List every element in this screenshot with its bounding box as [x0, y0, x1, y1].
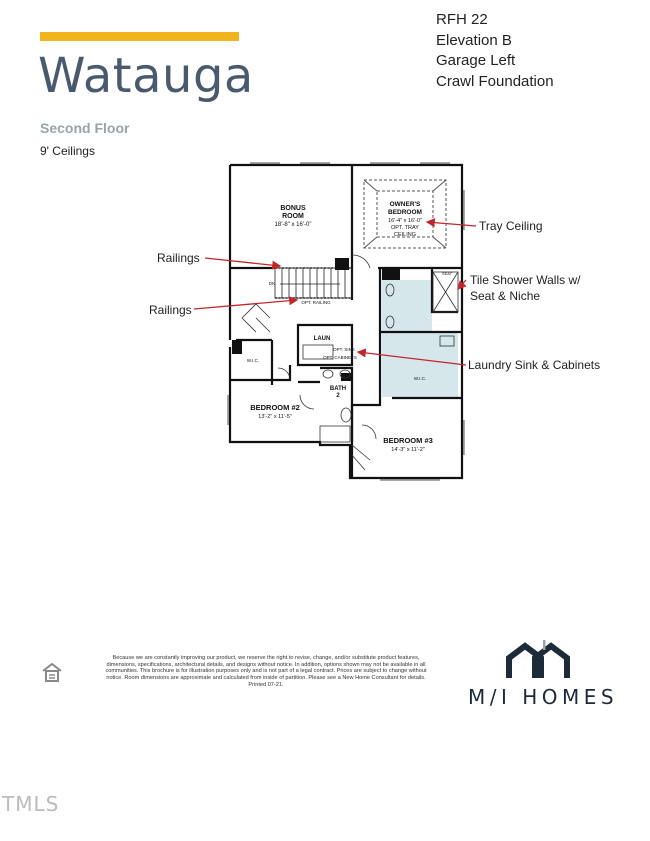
tray-ceiling-callout: Tray Ceiling — [479, 219, 543, 233]
bedroom3-dims: 14'-3" x 11'-2" — [391, 447, 425, 453]
bonus-room-label: BONUS — [280, 205, 306, 212]
spec-item: RFH 22 — [436, 11, 488, 28]
bedroom2-label: BEDROOM #2 — [250, 403, 300, 412]
floor-label: Second Floor — [40, 120, 130, 136]
wic-label: W.I.C. — [246, 358, 260, 363]
stair-dn-label: DN — [268, 281, 276, 286]
laundry-callout: Laundry Sink & Cabinets — [468, 358, 601, 372]
spec-item: Elevation B — [436, 31, 512, 49]
tile-shower-callout — [470, 273, 580, 303]
tile-shower-line1: Tile Shower Walls w/ — [470, 273, 581, 287]
bath2-number: 2 — [336, 393, 340, 399]
opt-cabinets-label: OPT. CABINETS — [323, 355, 357, 360]
brand-name: M/I HOMES — [468, 685, 619, 709]
owner-wic-label: W.I.C. — [413, 376, 427, 381]
owners-bedroom-label2: BEDROOM — [388, 209, 422, 216]
bonus-room-dims: 18'-8" x 16'-0" — [274, 222, 312, 228]
opt-sink-label: OPT. SINK — [333, 347, 355, 352]
railings-callout-top: Railings — [157, 251, 200, 265]
stair — [275, 268, 352, 298]
owners-opt-ceiling: CEILING — [393, 232, 417, 238]
bonus-room-label2: ROOM — [282, 213, 304, 220]
legal-disclaimer: Because we are constantly improving our product, we reserve the right to revise, change, and/or substitute product features, dimensions, specifications, architectural details, and designs without notice. In addition, options shown may not be available in all communities. This brochure is for illustration purposes only and is not part of a legal contract. Prices are subject to change without notice. Room dimensions are approximate and calculated from inside of partition. Please see a New Home Consultant for details. Printed 07-21. — [105, 655, 427, 688]
opt-railing-label: OPT. RAILING — [301, 300, 331, 305]
wic-shading — [382, 332, 458, 397]
watermark: TMLS — [2, 792, 60, 816]
bath-shading — [382, 280, 432, 332]
owners-opt-tray: OPT. TRAY — [391, 225, 419, 231]
spec-item: Garage Left — [436, 52, 516, 69]
railings-callout-bottom: Railings — [149, 303, 192, 317]
page-title: Watauga — [38, 48, 254, 104]
house-logo-icon — [503, 640, 573, 680]
bedroom3-label: BEDROOM #3 — [383, 436, 433, 445]
bedroom2-dims: 13'-2" x 11'-5" — [258, 414, 292, 420]
owners-bedroom-label: OWNER'S — [389, 201, 421, 208]
equal-housing-icon — [41, 661, 63, 683]
owners-bedroom-dims: 16'-4" x 16'-0" — [388, 218, 422, 224]
tile-shower-line2: Seat & Niche — [470, 289, 541, 303]
ceiling-height: 9' Ceilings — [40, 144, 95, 158]
bath2-label: BATH — [329, 386, 347, 392]
spec-item: Crawl Foundation — [436, 72, 554, 90]
laundry-label: LAUN — [313, 336, 331, 342]
seat-label: SEAT — [441, 271, 453, 276]
